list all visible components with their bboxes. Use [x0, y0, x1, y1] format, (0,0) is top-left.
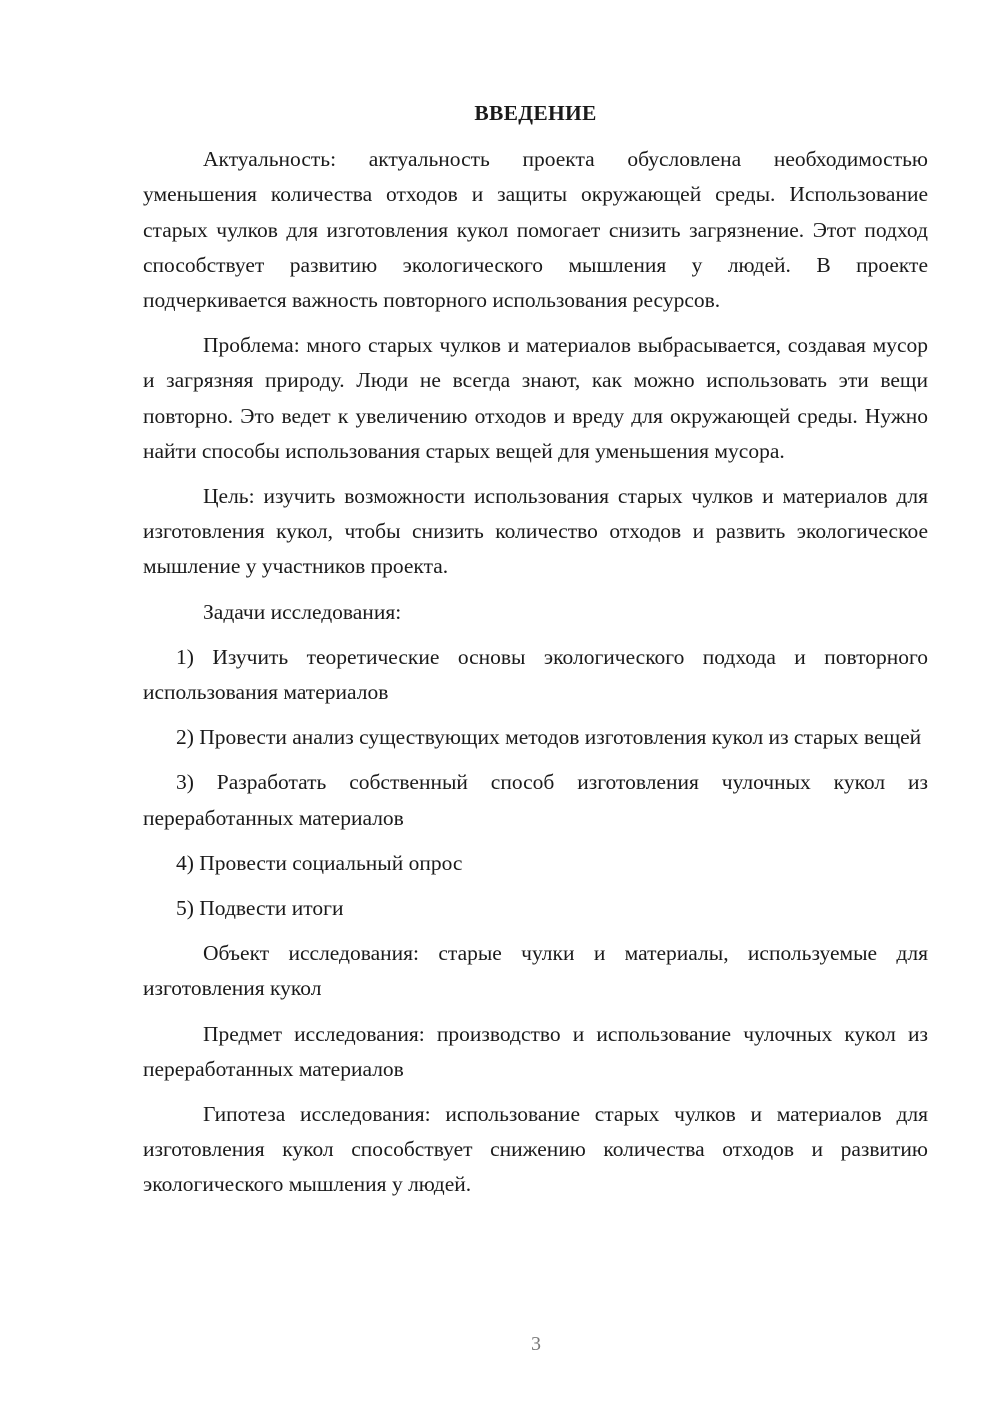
page-title: ВВЕДЕНИЕ — [474, 101, 597, 125]
list-item: 5) Подвести итоги — [176, 896, 344, 921]
document-page — [143, 96, 928, 1213]
problem-paragraph: Проблема: много старых чулков и материалов выбрасывается, создавая мусор и загрязняя природу. Люди не всегда знают, как можно использовать эти вещи повторно. Это ведет к увеличению отходов и вреду для окружающей среды. Нужно найти способы использования старых вещей для уменьшения мусора. — [143, 333, 928, 463]
list-item: 1) Изучить теоретические основы экологического подхода и повторного использования материалов — [143, 644, 928, 705]
list-item: 2) Провести анализ существующих методов изготовления кукол из старых вещей — [176, 725, 922, 750]
tasks-heading: Задачи исследования: — [203, 599, 402, 624]
tasks-list — [143, 640, 928, 926]
subject-paragraph: Предмет исследования: производство и использование чулочных кукол из переработанных материалов — [143, 1021, 928, 1081]
list-item: 4) Провести социальный опрос — [176, 850, 463, 875]
relevance-paragraph: Актуальность: актуальность проекта обусловлена необходимостью уменьшения количества отходов и защиты окружающей среды. Использование старых чулков для изготовления кукол помогает снизить загрязнение. Этот подход способствует развитию экологического мышления у людей. В проекте подчеркивается важность повторного использования ресурсов. — [143, 147, 928, 313]
list-item: 3) Разработать собственный способ изготовления чулочных кукол из переработанных материалов — [143, 770, 928, 830]
hypothesis-paragraph: Гипотеза исследования: использование старых чулков и материалов для изготовления кукол способствует снижению количества отходов и развитию экологического мышления у людей. — [143, 1102, 928, 1197]
goal-paragraph: Цель: изучить возможности использования старых чулков и материалов для изготовления кукол, чтобы снизить количество отходов и развить экологическое мышление у участников проекта. — [143, 484, 928, 579]
page-number: 3 — [531, 1333, 541, 1355]
object-paragraph: Объект исследования: старые чулки и материалы, используемые для изготовления кукол — [143, 941, 928, 1001]
